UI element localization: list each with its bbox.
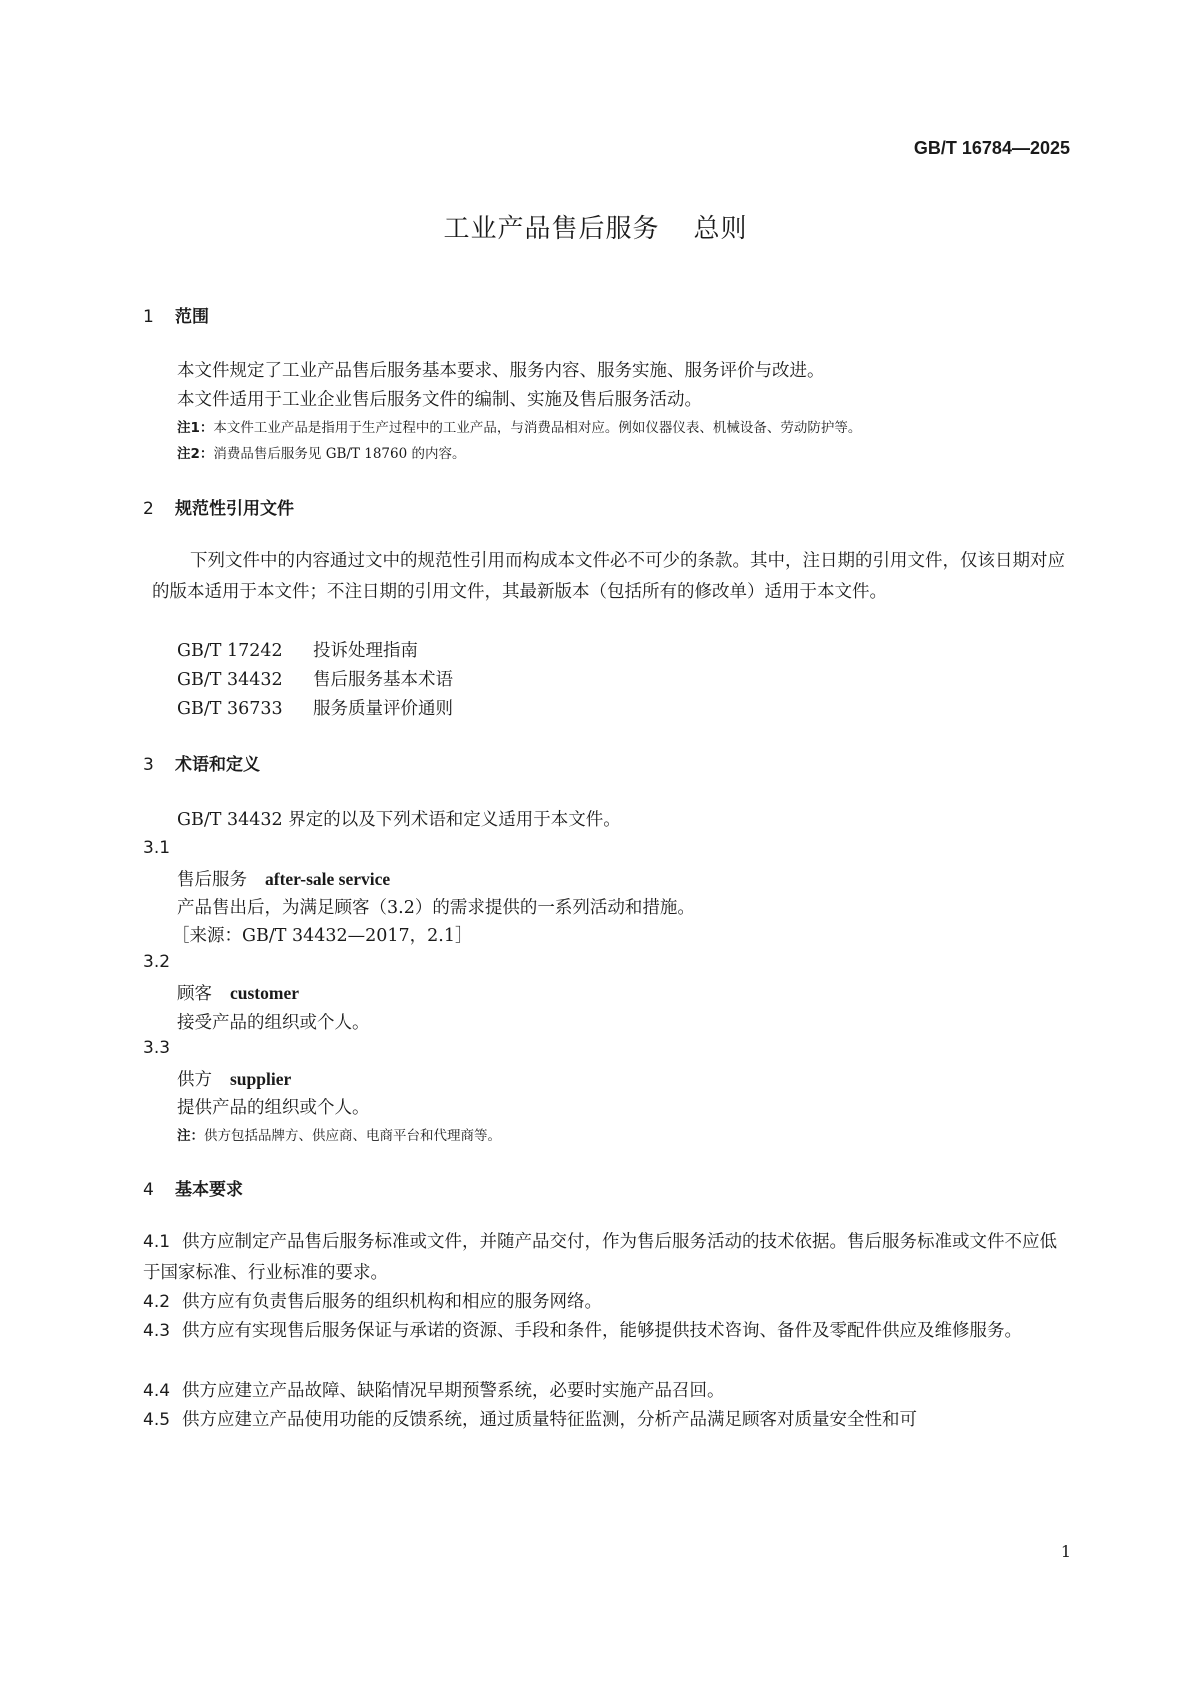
- term-definition: 提供产品的组织或个人。: [177, 1098, 370, 1118]
- scope-note-1: 注1：本文件工业产品是指用于生产过程中的工业产品，与消费品相对应。例如仪器仪表、机械设备、劳动防护等。: [177, 420, 862, 436]
- term-number-3-1: 3.1: [143, 838, 171, 858]
- page-number: 1: [1060, 1542, 1071, 1561]
- term-customer: 顾客 customer: [177, 983, 300, 1004]
- section-1-heading: 1 范围: [143, 307, 209, 327]
- title-sub: 总则: [693, 214, 748, 244]
- reference-item: GB/T 34432 售后服务基本术语: [177, 670, 453, 690]
- section-2-heading: 2 规范性引用文件: [143, 499, 294, 519]
- term-supplier: 供方 supplier: [177, 1069, 292, 1090]
- term-definition: 产品售出后，为满足顾客（3.2）的需求提供的一系列活动和措施。: [177, 898, 695, 918]
- requirement-item: 4.5 供方应建立产品使用功能的反馈系统，通过质量特征监测，分析产品满足顾客对质量安全性和可: [143, 1410, 918, 1430]
- standard-number: GB/T 16784—2025: [913, 138, 1070, 158]
- term-note: 注：供方包括品牌方、供应商、电商平台和代理商等。: [177, 1128, 501, 1144]
- term-definition: 接受产品的组织或个人。: [177, 1013, 370, 1033]
- terms-intro: GB/T 34432 界定的以及下列术语和定义适用于本文件。: [177, 810, 621, 830]
- term-number-3-2: 3.2: [143, 952, 171, 972]
- term-source: ［来源：GB/T 34432—2017，2.1］: [172, 926, 473, 946]
- section-3-heading: 3 术语和定义: [143, 755, 260, 775]
- term-after-sale-service: 售后服务 after-sale service: [177, 869, 391, 890]
- reference-item: GB/T 17242 投诉处理指南: [177, 641, 418, 661]
- normative-references-intro: 下列文件中的内容通过文中的规范性引用而构成本文件必不可少的条款。其中，注日期的引用文件，仅该日期对应的版本适用于本文件；不注日期的引用文件，其最新版本（包括所有的修改单）适用于本文件。: [152, 551, 1065, 602]
- requirement-item: 4.1 供方应制定产品售后服务标准或文件，并随产品交付，作为售后服务活动的技术依据。售后服务标准或文件不应低于国家标准、行业标准的要求。: [143, 1232, 1058, 1283]
- document-title: [0, 208, 1191, 245]
- requirement-item: 4.4 供方应建立产品故障、缺陷情况早期预警系统，必要时实施产品召回。: [143, 1381, 725, 1401]
- term-number-3-3: 3.3: [143, 1038, 171, 1058]
- requirement-item: 4.3 供方应有实现售后服务保证与承诺的资源、手段和条件，能够提供技术咨询、备件及零配件供应及维修服务。: [143, 1321, 1023, 1341]
- scope-paragraph-1: 本文件规定了工业产品售后服务基本要求、服务内容、服务实施、服务评价与改进。: [177, 361, 825, 381]
- section-4-heading: 4 基本要求: [143, 1180, 243, 1200]
- reference-item: GB/T 36733 服务质量评价通则: [177, 699, 453, 719]
- scope-note-2: 注2：消费品售后服务见 GB/T 18760 的内容。: [177, 446, 466, 462]
- requirement-item: 4.2 供方应有负责售后服务的组织机构和相应的服务网络。: [143, 1292, 603, 1312]
- scope-paragraph-2: 本文件适用于工业企业售后服务文件的编制、实施及售后服务活动。: [177, 390, 702, 410]
- title-main: 工业产品售后服务: [443, 214, 660, 244]
